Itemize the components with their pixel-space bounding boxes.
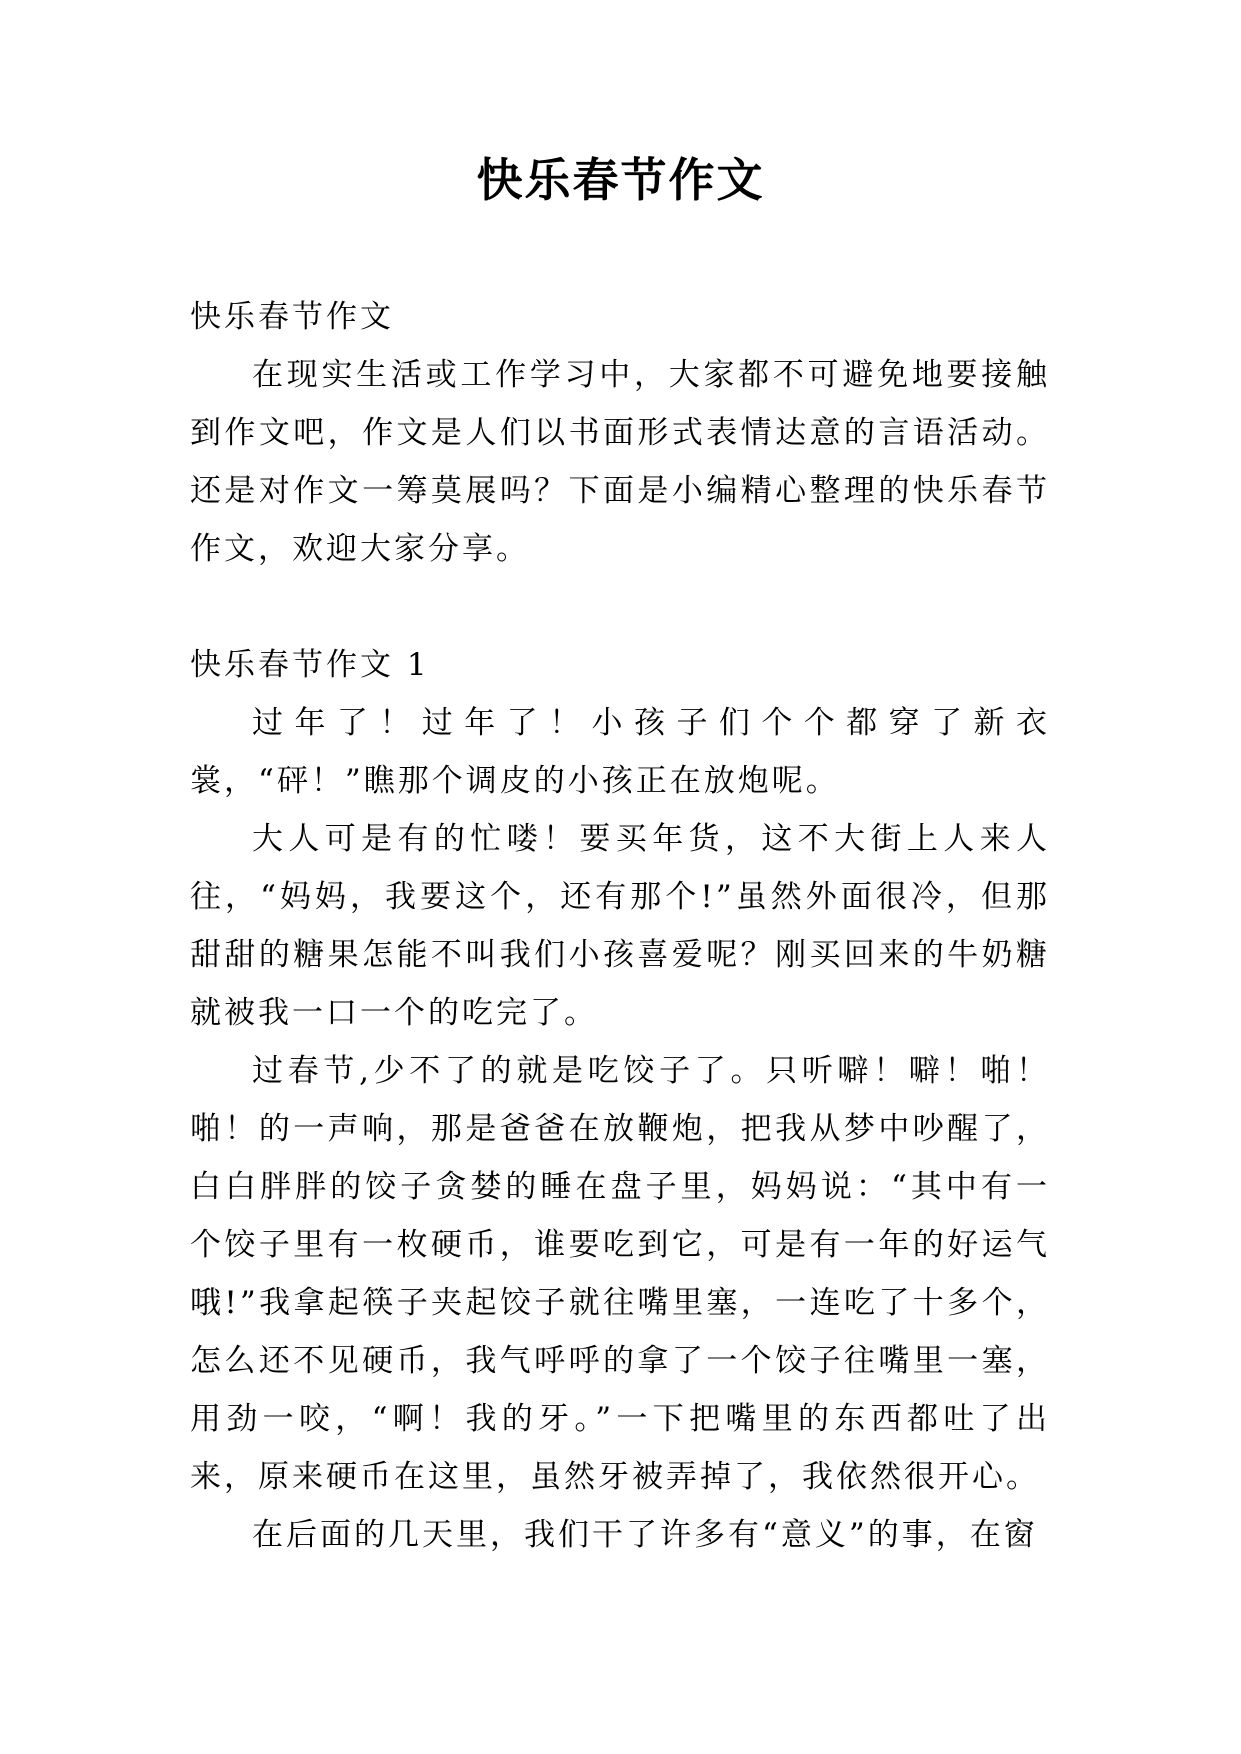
essay1-heading: 快乐春节作文 1	[190, 647, 430, 683]
intro-paragraph: 在现实生活或工作学习中，大家都不可避免地要接触到作文吧，作文是人们以书面形式表情达意的言语活动。还是对作文一筹莫展吗？下面是小编精心整理的快乐春节作文，欢迎大家分享。	[190, 357, 1050, 567]
essay1-paragraph: 过年了！过年了！小孩子们个个都穿了新衣裳，“砰！”瞧那个调皮的小孩正在放炮呢。	[190, 705, 1050, 799]
intro-heading: 快乐春节作文	[190, 299, 394, 335]
essay1-paragraph: 过春节,少不了的就是吃饺子了。只听噼！噼！啪！啪！的一声响，那是爸爸在放鞭炮，把我从梦中吵醒了，白白胖胖的饺子贪婪的睡在盘子里，妈妈说：“其中有一个饺子里有一枚硬币，谁要吃到它，可是有一年的好运气哦!”我拿起筷子夹起饺子就往嘴里塞，一连吃了十多个，怎么还不见硬币，我气呼呼的拿了一个饺子往嘴里一塞，用劲一咬，“啊！我的牙。”一下把嘴里的东西都吐了出来，原来硬币在这里，虽然牙被弄掉了，我依然很开心。	[190, 1053, 1050, 1495]
section-spacer	[190, 578, 1050, 636]
document-title: 快乐春节作文	[476, 153, 765, 207]
essay1-paragraph: 在后面的几天里，我们干了许多有“意义”的事，在窗	[252, 1517, 1038, 1553]
document-body	[190, 288, 1050, 1564]
essay1-paragraph: 大人可是有的忙喽！要买年货，这不大街上人来人往，“妈妈，我要这个，还有那个!”虽然外面很冷，但那甜甜的糖果怎能不叫我们小孩喜爱呢？刚买回来的牛奶糖就被我一口一个的吃完了。	[190, 821, 1050, 1031]
